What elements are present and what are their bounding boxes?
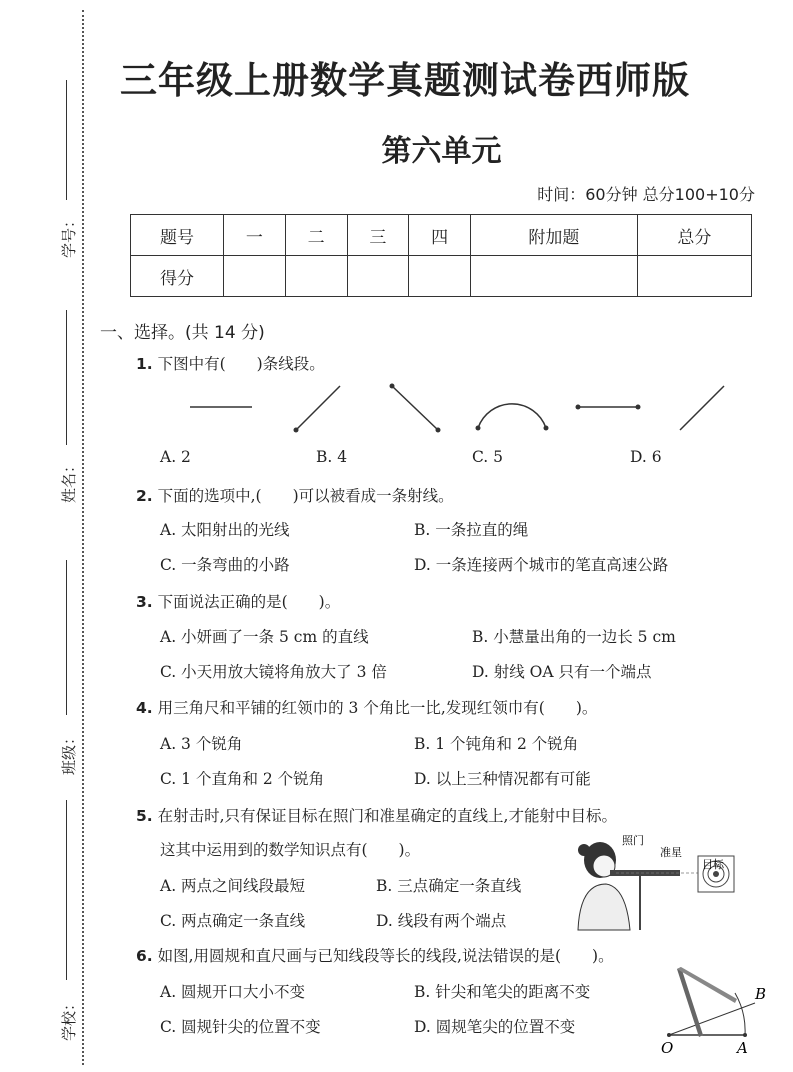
question-1 [136,352,325,374]
option-c[interactable]: C. 两点确定一条直线 [160,912,306,930]
front-sight-label: 准星 [660,846,682,859]
option-d[interactable]: D. 线段有两个端点 [376,912,507,930]
option-d[interactable]: D. 以上三种情况都有可能 [414,770,591,788]
score-cell[interactable] [285,256,347,297]
option-b[interactable]: B. 小慧量出角的一边长 5 cm [472,628,676,646]
table-header: 三 [347,215,409,256]
score-cell[interactable] [224,256,286,297]
option-a[interactable]: A. 小妍画了一条 5 cm 的直线 [160,628,369,646]
point-a [743,1033,747,1037]
page-title: 三年级上册数学真题测试卷西师版 [120,59,690,102]
endpoint [294,428,299,433]
question-number: 2. [136,487,153,505]
girl-bun [578,844,590,856]
score-cell[interactable] [471,256,638,297]
option-c[interactable]: C. 圆规针尖的位置不变 [160,1018,321,1036]
table-header: 二 [285,215,347,256]
score-table-header-row [131,215,752,256]
target-label: 目标 [702,858,724,871]
question-3 [136,590,340,612]
question-5-text-cont: 这其中运用到的数学知识点有( )。 [160,841,421,859]
class-label: 班级： [60,729,79,776]
score-cell[interactable] [637,256,751,297]
option-b[interactable]: B. 三点确定一条直线 [376,877,522,895]
option-c[interactable]: C. 一条弯曲的小路 [160,556,290,574]
option-c[interactable]: C. 5 [472,448,504,466]
option-b[interactable]: B. 一条拉直的绳 [414,521,529,539]
question-number: 1. [136,355,153,373]
question-number: 6. [136,947,153,965]
unit-subtitle: 第六单元 [381,134,502,169]
row-label: 得分 [131,256,224,297]
section-title: 一、选择。(共 14 分) [100,323,265,343]
table-header: 四 [409,215,471,256]
question-text: 下图中有( )条线段。 [157,355,325,373]
class-field[interactable] [66,560,67,715]
option-a[interactable]: A. 太阳射出的光线 [160,521,290,539]
target-center [713,871,719,877]
question-6 [136,944,614,966]
question-number: 4. [136,699,153,717]
label-b: B [755,985,767,1003]
option-a[interactable]: A. 两点之间线段最短 [160,877,306,895]
question-text: 用三角尺和平铺的红领巾的 3 个角比一比,发现红领巾有( )。 [157,699,598,717]
option-c[interactable]: C. 小天用放大镜将角放大了 3 倍 [160,663,387,681]
question-4 [136,696,597,718]
option-c[interactable]: C. 1 个直角和 2 个锐角 [160,770,325,788]
question-text: 下面的选项中,( )可以被看成一条射线。 [157,487,454,505]
endpoint [390,384,395,389]
label-a: A [737,1039,748,1057]
score-table [130,214,752,297]
school-label: 学校： [60,995,79,1042]
option-d[interactable]: D. 射线 OA 只有一个端点 [472,663,652,681]
option-b[interactable]: B. 1 个钝角和 2 个锐角 [414,735,579,753]
rifle [610,870,680,876]
name-field[interactable] [66,310,67,445]
girl-body [578,884,630,930]
endpoint [544,426,549,431]
option-d[interactable]: D. 圆规笔尖的位置不变 [414,1018,576,1036]
endpoint [576,405,581,410]
endpoint [476,426,481,431]
score-cell[interactable] [409,256,471,297]
question-number: 3. [136,593,153,611]
endpoint [436,428,441,433]
option-d[interactable]: D. 6 [630,448,662,466]
question-5 [136,804,617,826]
segments-figure [180,380,740,440]
option-b[interactable]: B. 4 [316,448,348,466]
table-header: 附加题 [471,215,638,256]
ray-figure [296,386,340,430]
question-number: 5. [136,807,153,825]
table-header: 一 [224,215,286,256]
time-info: 时间：60分钟 总分100+10分 [537,185,755,204]
rear-sight-label: 照门 [622,834,644,847]
option-d[interactable]: D. 一条连接两个城市的笔直高速公路 [414,556,669,574]
option-a[interactable]: A. 3 个锐角 [160,735,243,753]
option-b[interactable]: B. 针尖和笔尖的距离不变 [414,983,591,1001]
question-text: 在射击时,只有保证目标在照门和准星确定的直线上,才能射中目标。 [157,807,617,825]
compass-figure [655,965,770,1060]
option-a[interactable]: A. 2 [160,448,191,466]
score-table-score-row [131,256,752,297]
segment-figure [392,386,438,430]
shooting-illustration [570,832,750,932]
endpoint [636,405,641,410]
school-field[interactable] [66,800,67,980]
student-number-label: 学号： [60,212,79,259]
option-a[interactable]: A. 圆规开口大小不变 [160,983,306,1001]
score-cell[interactable] [347,256,409,297]
table-header: 题号 [131,215,224,256]
question-text: 如图,用圆规和直尺画与已知线段等长的线段,说法错误的是( )。 [157,947,614,965]
table-header: 总分 [637,215,751,256]
point-o [667,1033,671,1037]
name-label: 姓名： [60,457,79,504]
question-2 [136,484,454,506]
arc-figure [478,404,546,428]
question-text: 下面说法正确的是( )。 [157,593,341,611]
line-figure [680,386,724,430]
label-o: O [661,1039,674,1057]
